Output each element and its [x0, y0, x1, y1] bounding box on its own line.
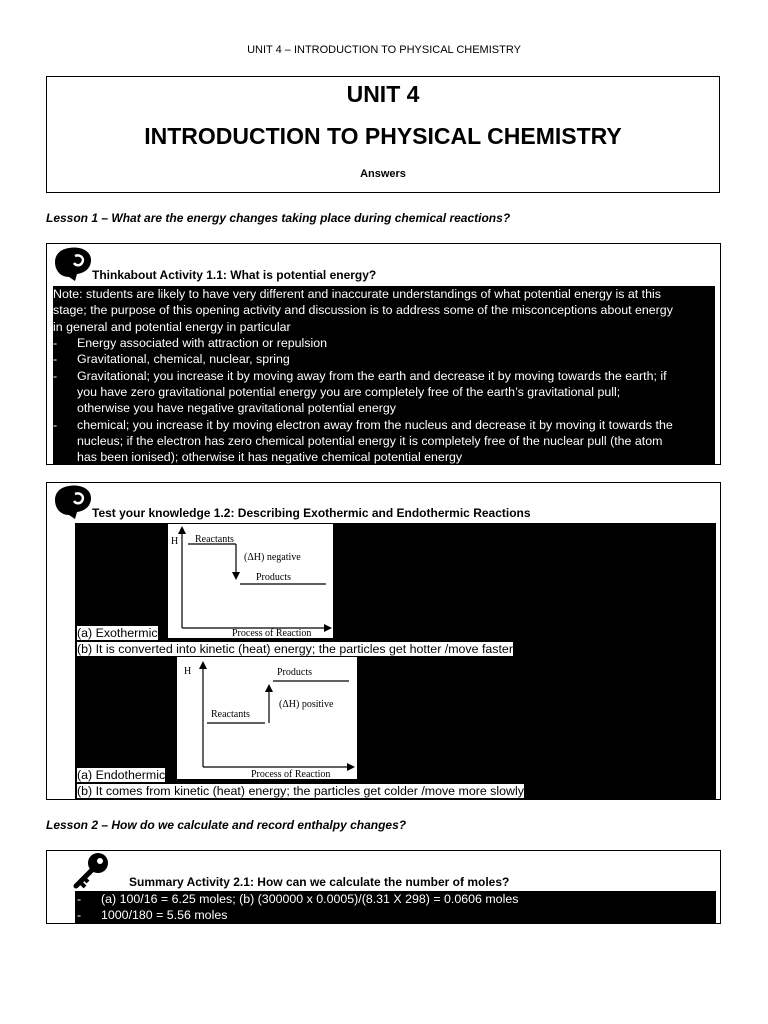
unit-subtitle: Answers [360, 168, 406, 180]
lesson-1-heading: Lesson 1 – What are the energy changes taking place during chemical reactions? [46, 211, 511, 225]
activity-2-1-answers: - (a) 100/16 = 6.25 moles; (b) (300000 x 0.0005)/(8.31 X 298) = 0.0606 moles - 1000/180 = 5.56 moles [75, 891, 716, 923]
unit-title: INTRODUCTION TO PHYSICAL CHEMISTRY [144, 123, 622, 149]
running-header: UNIT 4 – INTRODUCTION TO PHYSICAL CHEMISTRY [247, 44, 521, 56]
endothermic-energy-diagram [177, 657, 357, 779]
unit-number: UNIT 4 [346, 81, 420, 107]
activity-1-1-box [46, 243, 721, 465]
activity-1-2-answers [75, 523, 716, 799]
products-label: Products [277, 667, 312, 678]
key-icon [71, 851, 111, 889]
delta-h-label: (ΔH) positive [279, 699, 334, 710]
y-axis-label: H [171, 536, 179, 547]
thinking-head-icon [53, 246, 95, 284]
delta-h-label: (ΔH) negative [244, 552, 301, 563]
answer-a-exothermic: (a) Exothermic [77, 626, 158, 640]
answer-b-endothermic: (b) It comes from kinetic (heat) energy; the particles get colder /move more slowly [77, 784, 524, 798]
activity-1-2-title: Test your knowledge 1.2: Describing Exothermic and Endothermic Reactions [92, 506, 531, 520]
y-axis-label: H [184, 666, 192, 677]
answer-b-exothermic: (b) It is converted into kinetic (heat) energy; the particles get hotter /move faster [77, 642, 513, 656]
activity-1-1-answers: Note: students are likely to have very different and inaccurate understandings of what potential energy is at this stage; the purpose of this opening activity and discussion is to address some of the misconceptions about energy in general and potential energy in particular - Energy associated with attraction or repulsion - Gravitational, chemical, nuclear, spring - Gravitational; you increase it by moving away from the earth and decrease it by moving towards the earth; if you have zero gravitational potential energy you are completely free of the earth’s gravitational pull; otherwise you have negative gravitational potential energy - chemical; you increase it by moving electron away from the nucleus and decrease it by moving it towards the nucleus; if the electron has zero chemical potential energy it is completely free of the nuclear pull (the atom has been ionised); otherwise it has negative chemical potential energy [53, 286, 715, 464]
x-axis-label: Process of Reaction [232, 628, 312, 639]
reactants-label: Reactants [211, 709, 250, 720]
activity-2-1-title: Summary Activity 2.1: How can we calculate the number of moles? [129, 875, 510, 889]
products-label: Products [256, 572, 291, 583]
thinking-head-icon [53, 484, 95, 522]
note-line: stage; the purpose of this opening activity and discussion is to address some of the misconceptions about energy [53, 303, 673, 318]
exothermic-energy-diagram [168, 524, 333, 638]
lesson-2-heading: Lesson 2 – How do we calculate and record enthalpy changes? [46, 818, 407, 832]
x-axis-label: Process of Reaction [251, 769, 331, 780]
activity-2-1-box [46, 850, 721, 924]
note-line: Note: students are likely to have very different and inaccurate understandings of what potential energy is at this [53, 287, 661, 301]
reactants-label: Reactants [195, 534, 234, 545]
activity-1-2-box [46, 482, 721, 800]
activity-1-1-title: Thinkabout Activity 1.1: What is potential energy? [92, 268, 377, 282]
answer-a-endothermic: (a) Endothermic [77, 768, 166, 782]
note-line: in general and potential energy in particular [53, 319, 291, 334]
title-box [46, 76, 720, 193]
